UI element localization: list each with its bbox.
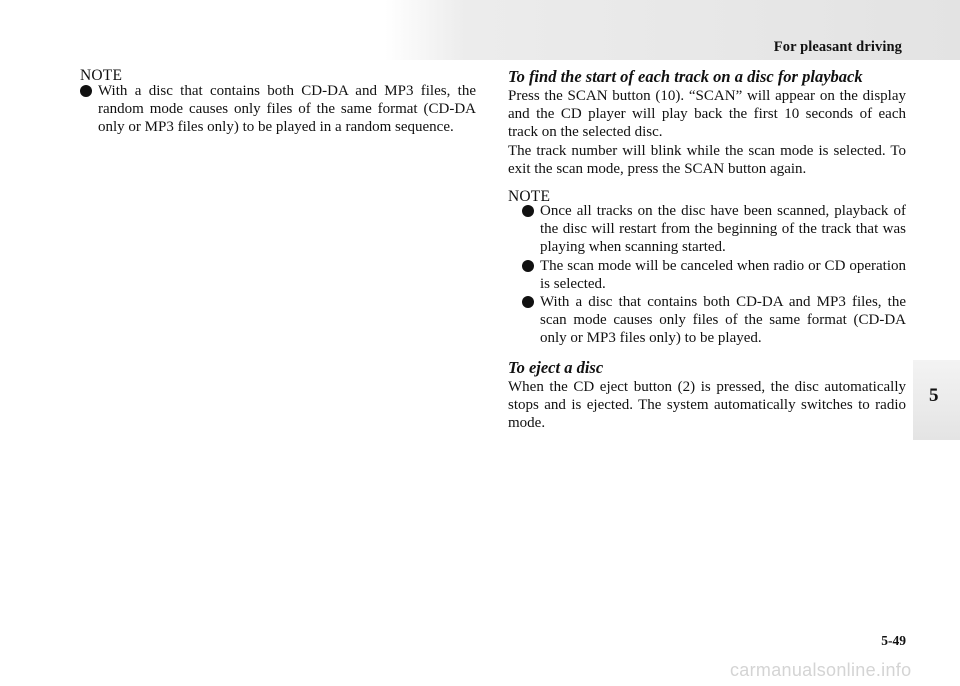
bullet-icon bbox=[522, 296, 534, 308]
note-item bbox=[522, 293, 906, 348]
note-list bbox=[80, 82, 476, 137]
note-item bbox=[80, 82, 476, 137]
right-column bbox=[508, 67, 906, 432]
bullet-icon bbox=[80, 85, 92, 97]
note-list bbox=[522, 202, 906, 348]
note-label: NOTE bbox=[508, 188, 551, 206]
scan-heading: To find the start of each track on a disc for playback bbox=[508, 67, 863, 86]
note-text: With a disc that contains both CD-DA and MP3 files, the scan mode causes only files of the same format (CD-DA only or MP3 files only) to be played. bbox=[540, 294, 906, 347]
note-text: Once all tracks on the disc have been scanned, playback of the disc will restart from the beginning of the track that was playing when scanning started. bbox=[540, 203, 906, 256]
page-number: 5-49 bbox=[881, 633, 906, 648]
chapter-number: 5 bbox=[929, 385, 939, 406]
chapter-tab bbox=[913, 360, 960, 440]
note-item bbox=[522, 202, 906, 257]
section-title: For pleasant driving bbox=[773, 39, 902, 55]
note-text: The scan mode will be canceled when radio or CD operation is selected. bbox=[540, 257, 906, 292]
note-item bbox=[522, 257, 906, 293]
scan-paragraph: Press the SCAN button (10). “SCAN” will appear on the display and the CD player will play back the first 10 seconds of each track on the selected disc. bbox=[508, 88, 906, 141]
watermark: carmanualsonline.info bbox=[730, 660, 912, 680]
left-column bbox=[80, 67, 476, 137]
eject-heading: To eject a disc bbox=[508, 357, 604, 377]
note-label: NOTE bbox=[80, 67, 123, 84]
scan-paragraph: The track number will blink while the scan mode is selected. To exit the scan mode, press the SCAN button again. bbox=[508, 142, 906, 177]
bullet-icon bbox=[522, 260, 534, 272]
bullet-icon bbox=[522, 205, 534, 217]
eject-paragraph: When the CD eject button (2) is pressed, the disc automatically stops and is ejected. The system automatically switches to radio mode. bbox=[508, 378, 906, 432]
note-text: With a disc that contains both CD-DA and MP3 files, the random mode causes only files of the same format (CD-DA only or MP3 files only) to be played in a random sequence. bbox=[98, 83, 476, 136]
